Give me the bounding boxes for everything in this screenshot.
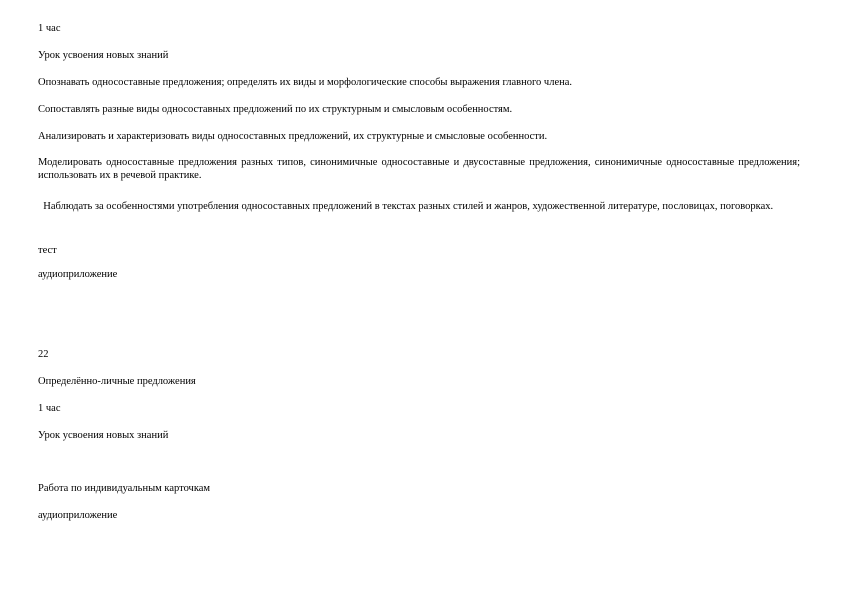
goal-item: Опознавать односоставные предложения; определять их виды и морфологические способы выражения главного члена. (38, 77, 573, 88)
goal-item: Анализировать и характеризовать виды односоставных предложений, их структурные и смысловые особенности. (38, 131, 548, 142)
lesson-number: 22 (38, 349, 49, 360)
resource-text: аудиоприложение (38, 269, 118, 280)
goal-item: Наблюдать за особенностями употребления односоставных предложений в текстах разных стилей и жанров, художественной литературе, пословицах, поговорках. (38, 201, 774, 212)
control-text: тест (38, 245, 57, 256)
lesson-type-text: Урок усвоения новых знаний (38, 50, 169, 61)
control-text: Работа по индивидуальным карточкам (38, 483, 211, 494)
resource-text: аудиоприложение (38, 510, 118, 521)
goal-item: Сопоставлять разные виды односоставных предложений по их структурным и смысловым особенностям. (38, 104, 513, 115)
lesson-topic: Определённо-личные предложения (38, 376, 196, 387)
hours-text: 1 час (38, 23, 61, 34)
lesson-type-text: Урок усвоения новых знаний (38, 430, 169, 441)
hours-text: 1 час (38, 403, 61, 414)
goal-item: Моделировать односоставные предложения разных типов, синонимичные односоставные и двусоставные предложения, синонимичные односоставные предложения; использовать их в речевой практике. (38, 157, 800, 181)
